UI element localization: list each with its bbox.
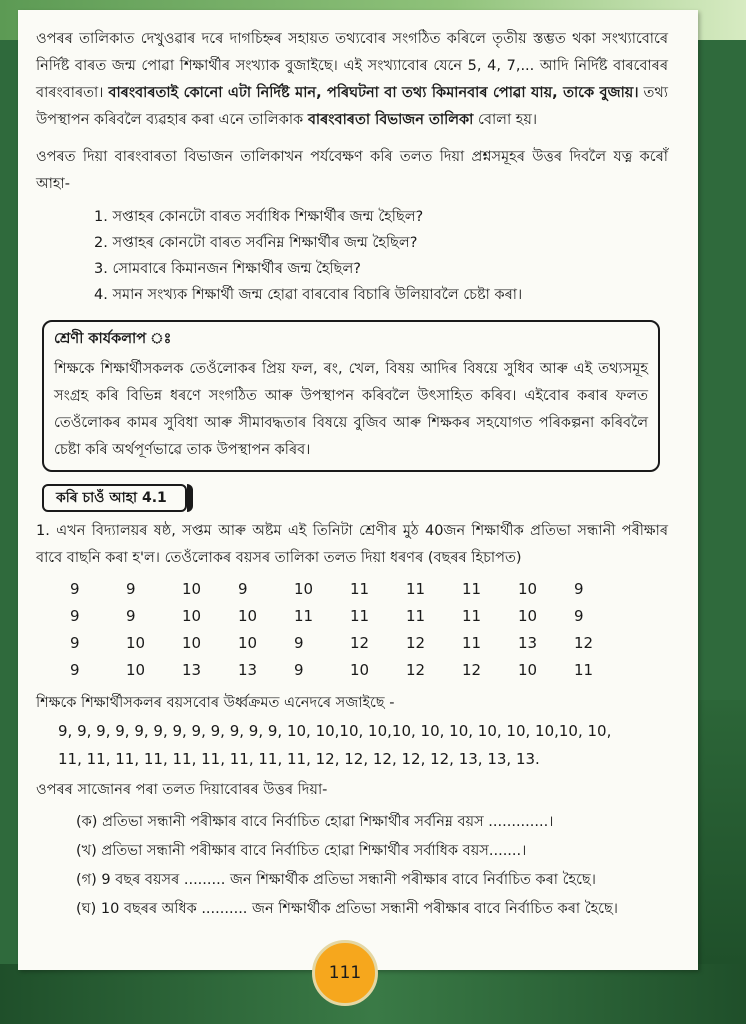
age-cell: 13 — [238, 661, 258, 679]
intro-definition: বাৰংবাৰতাই কোনো এটা নিৰ্দিষ্ট মান, পৰিঘটনা বা তথ্য কিমানবাৰ পোৱা যায়, তাকে বুজায়। — [108, 85, 639, 101]
age-cell: 10 — [518, 607, 538, 625]
age-cell: 12 — [406, 634, 426, 652]
question-item: 4. সমান সংখ্যক শিক্ষাৰ্থী জন্ম হোৱা বাৰবোৰ বিচাৰি উলিয়াবলৈ চেষ্টা কৰা। — [94, 287, 523, 303]
intro-term: বাৰংবাৰতা বিভাজন তালিকা — [307, 112, 474, 128]
activity-text: শিক্ষকে শিক্ষাৰ্থীসকলক তেওঁলোকৰ প্ৰিয় ফল, ৰং, খেল, বিষয় আদিৰ বিষয়ে সুধিব আৰু এই তথ্যসমূহ সংগ্ৰহ কৰি বিভিন্ন ধৰণে সংগঠিত আৰু উপস্থাপন কৰিবলৈ উৎসাহিত কৰিব। এইবোৰ কৰাৰ ফলত তেওঁলোকৰ কামৰ সুবিধা আৰু সীমাবদ্ধতাৰ বিষয়ে বুজিব আৰু শিক্ষকৰ সহযোগত পৰিকল্পনা কৰিবলৈ চেষ্টা কৰি অৰ্থপূৰ্ণভাৱে তাক উপস্থাপন কৰিব। — [54, 361, 648, 458]
fill-item: (ঘ) 10 বছৰৰ অধিক .......... জন শিক্ষাৰ্থীক প্ৰতিভা সন্ধানী পৰীক্ষাৰ বাবে নিৰ্বাচিত কৰা হৈছে। — [76, 901, 618, 917]
sorted-values — [58, 717, 668, 773]
age-cell: 9 — [70, 661, 80, 679]
question-item: 2. সপ্তাহৰ কোনটো বাৰত সৰ্বনিম্ন শিক্ষাৰ্থীৰ জন্ম হৈছিল? — [94, 235, 418, 251]
exercise-label: কৰি চাওঁ আহা 4.1 — [42, 484, 187, 512]
age-cell: 11 — [462, 634, 482, 652]
age-cell: 9 — [238, 580, 248, 598]
age-cell: 10 — [238, 634, 258, 652]
age-cell: 11 — [406, 580, 426, 598]
book-page — [18, 10, 698, 970]
age-cell: 12 — [406, 661, 426, 679]
fill-item: (গ) 9 বছৰ বয়সৰ ......... জন শিক্ষাৰ্থীক প্ৰতিভা সন্ধানী পৰীক্ষাৰ বাবে নিৰ্বাচিত কৰা হৈছে। — [76, 872, 596, 888]
ages-table — [70, 576, 630, 684]
fill-intro: ওপৰৰ সাজোনৰ পৰা তলত দিয়াবোৰৰ উত্তৰ দিয়া- — [36, 782, 328, 798]
age-cell: 10 — [182, 634, 202, 652]
intro-text-a: ওপৰৰ তালিকাত দেখুওৱাৰ দৰে দাগচিহ্নৰ সহায়ত তথ্যবোৰ সংগঠিত কৰিলে তৃতীয় স্তম্ভত থকা সংখ্যাবোৰে নিৰ্দিষ্ট বাৰত জন্ম পোৱা শিক্ষাৰ্থীৰ সংখ্যাক বুজাইছে। এই সংখ্যাবোৰ যেনে 5, 4, 7,... আদি নিৰ্দিষ্ট বাৰবোৰৰ বাৰংবাৰতা। — [36, 31, 668, 101]
age-cell: 9 — [70, 634, 80, 652]
sorted-intro: শিক্ষকে শিক্ষাৰ্থীসকলৰ বয়সবোৰ উৰ্ধ্বক্ৰমত এনেদৰে সজাইছে - — [36, 695, 395, 711]
age-cell: 9 — [574, 607, 584, 625]
age-cell: 9 — [70, 580, 80, 598]
age-cell: 9 — [70, 607, 80, 625]
ages-row — [70, 630, 630, 657]
question-item: 1. সপ্তাহৰ কোনটো বাৰত সৰ্বাধিক শিক্ষাৰ্থীৰ জন্ম হৈছিল? — [94, 209, 424, 225]
page-number: 111 — [312, 940, 378, 1006]
sorted-line: 9, 9, 9, 9, 9, 9, 9, 9, 9, 9, 9, 9, 10, 10,10, 10,10, 10, 10, 10, 10, 10,10, 10, — [58, 722, 612, 740]
age-cell: 9 — [126, 607, 136, 625]
sorted-line: 11, 11, 11, 11, 11, 11, 11, 11, 11, 12, 12, 12, 12, 12, 13, 13, 13. — [58, 750, 540, 768]
question-item: 3. সোমবাৰে কিমানজন শিক্ষাৰ্থীৰ জন্ম হৈছিল? — [94, 261, 361, 277]
age-cell: 12 — [350, 634, 370, 652]
exercise-question: 1. এখন বিদ্যালয়ৰ ষষ্ঠ, সপ্তম আৰু অষ্টম এই তিনিটা শ্ৰেণীৰ মুঠ 40জন শিক্ষাৰ্থীক প্ৰতিভা সন্ধানী পৰীক্ষাৰ বাবে বাছনি কৰা হ'ল। তেওঁলোকৰ বয়সৰ তালিকা তলত দিয়া ধৰণৰ (বছৰৰ হিচাপত) — [36, 523, 668, 566]
question-list — [36, 204, 668, 308]
fill-item: (ক) প্ৰতিভা সন্ধানী পৰীক্ষাৰ বাবে নিৰ্বাচিত হোৱা শিক্ষাৰ্থীৰ সৰ্বনিম্ন বয়স .............। — [76, 814, 554, 830]
intro-paragraph — [36, 26, 668, 134]
activity-title: শ্ৰেণী কাৰ্যকলাপ ঃ — [54, 331, 172, 347]
age-cell: 11 — [574, 661, 594, 679]
age-cell: 10 — [182, 607, 202, 625]
age-cell: 10 — [126, 661, 146, 679]
age-cell: 9 — [574, 580, 584, 598]
age-cell: 11 — [462, 607, 482, 625]
age-cell: 10 — [238, 607, 258, 625]
age-cell: 10 — [126, 634, 146, 652]
age-cell: 10 — [294, 580, 314, 598]
fill-in-list — [36, 808, 668, 924]
age-cell: 9 — [294, 661, 304, 679]
age-cell: 13 — [518, 634, 538, 652]
age-cell: 10 — [182, 580, 202, 598]
age-cell: 9 — [126, 580, 136, 598]
age-cell: 11 — [350, 607, 370, 625]
fill-item: (খ) প্ৰতিভা সন্ধানী পৰীক্ষাৰ বাবে নিৰ্বাচিত হোৱা শিক্ষাৰ্থীৰ সৰ্বাধিক বয়স.......। — [76, 843, 527, 859]
page-content — [36, 26, 668, 924]
age-cell: 12 — [574, 634, 594, 652]
ages-row — [70, 603, 630, 630]
age-cell: 10 — [518, 580, 538, 598]
intro-text-e: বোলা হয়। — [477, 112, 538, 128]
age-cell: 11 — [462, 580, 482, 598]
class-activity-box — [42, 320, 660, 472]
ages-row — [70, 576, 630, 603]
age-cell: 11 — [294, 607, 314, 625]
ages-row — [70, 657, 630, 684]
age-cell: 13 — [182, 661, 202, 679]
age-cell: 9 — [294, 634, 304, 652]
age-cell: 10 — [518, 661, 538, 679]
age-cell: 11 — [350, 580, 370, 598]
age-cell: 10 — [350, 661, 370, 679]
observation-paragraph: ওপৰত দিয়া বাৰংবাৰতা বিভাজন তালিকাখন পৰ্যবেক্ষণ কৰি তলত দিয়া প্ৰশ্নসমূহৰ উত্তৰ দিবলৈ যত্ন কৰোঁ আহা- — [36, 149, 668, 192]
age-cell: 11 — [406, 607, 426, 625]
intro-text-c: তথ্য উপস্থাপন কৰিবলৈ ব্যৱহাৰ কৰা এনে তালিকাক — [36, 85, 669, 128]
age-cell: 12 — [462, 661, 482, 679]
